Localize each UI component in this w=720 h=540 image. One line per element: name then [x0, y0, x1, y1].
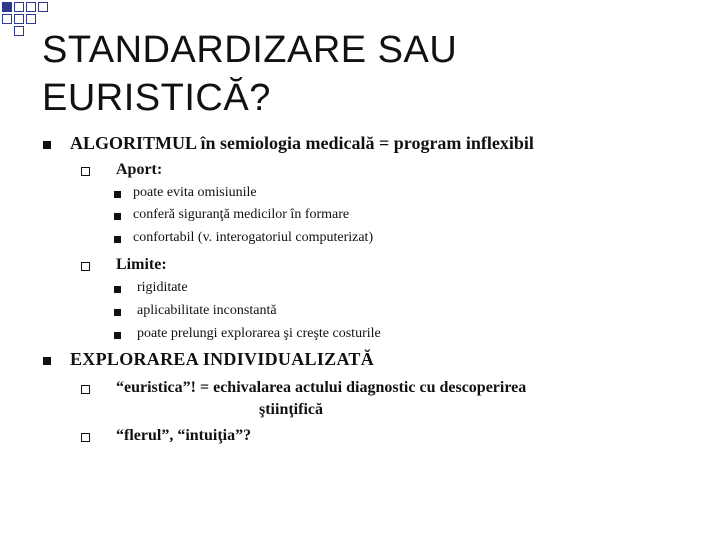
aport-item: conferă siguranţă medicilor în formare	[133, 207, 350, 222]
limite-label: Limite:	[116, 256, 167, 273]
square-bullet-icon	[114, 191, 121, 198]
aport-item: poate evita omisiunile	[133, 185, 257, 200]
limite-item: aplicabilitate inconstantă	[137, 303, 277, 318]
aport-label: Aport:	[116, 161, 163, 178]
hollow-square-bullet-icon	[81, 262, 90, 271]
flerul-line: “flerul”, “intuiţia”?	[116, 427, 252, 444]
deco-square	[26, 2, 36, 12]
square-bullet-icon	[43, 141, 51, 149]
square-bullet-icon	[114, 213, 121, 220]
title-line-2: EURISTICĂ?	[42, 77, 271, 119]
square-bullet-icon	[114, 286, 121, 293]
square-bullet-icon	[114, 309, 121, 316]
deco-square	[2, 2, 12, 12]
bullet-explorarea: EXPLORAREA INDIVIDUALIZATĂ	[70, 349, 375, 369]
bullet-algoritmul: ALGORITMUL în semiologia medicală = program inflexibil	[70, 133, 534, 153]
limite-item: rigiditate	[137, 280, 188, 295]
hollow-square-bullet-icon	[81, 167, 90, 176]
deco-square	[2, 14, 12, 24]
hollow-square-bullet-icon	[81, 433, 90, 442]
euristica-line: “euristica”! = echivalarea actului diagnostic cu descoperirea	[116, 379, 527, 396]
limite-item: poate prelungi explorarea şi creşte costurile	[137, 326, 381, 341]
title-line-1: STANDARDIZARE SAU	[42, 29, 458, 71]
deco-square	[14, 26, 24, 36]
deco-square	[14, 14, 24, 24]
square-bullet-icon	[114, 332, 121, 339]
deco-square	[38, 2, 48, 12]
deco-square	[26, 14, 36, 24]
hollow-square-bullet-icon	[81, 385, 90, 394]
aport-item: confortabil (v. interogatoriul computerizat)	[133, 230, 374, 245]
square-bullet-icon	[43, 357, 51, 365]
deco-square	[14, 2, 24, 12]
square-bullet-icon	[114, 236, 121, 243]
slide-title	[42, 26, 682, 122]
euristica-line-continued: ştiinţifică	[259, 401, 323, 418]
